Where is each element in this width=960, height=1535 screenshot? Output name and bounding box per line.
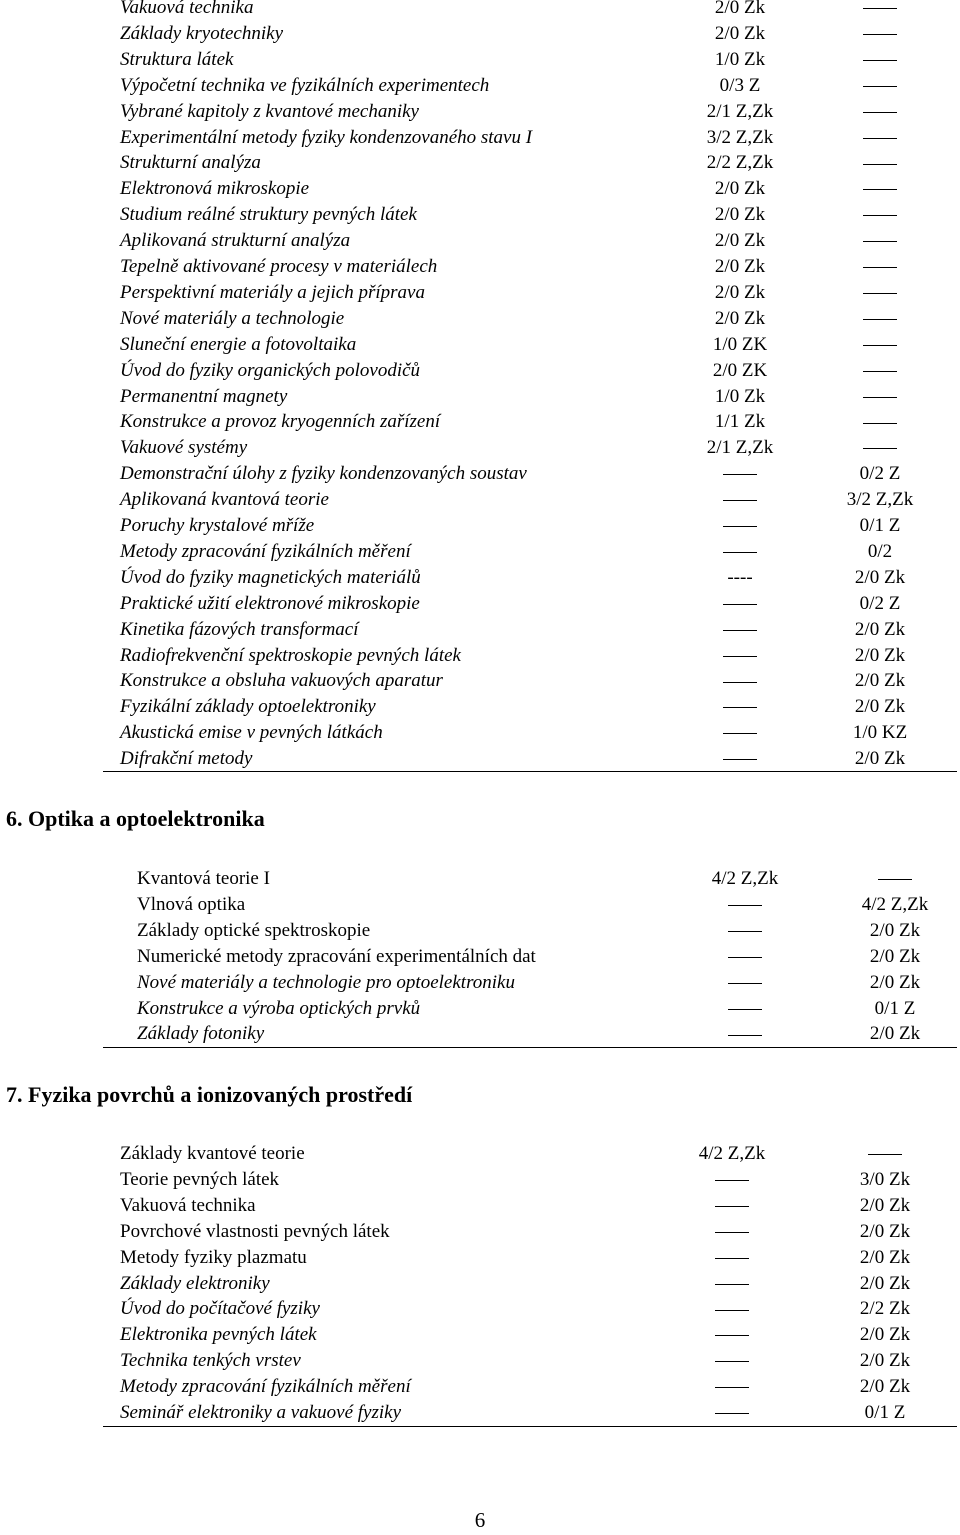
course-name: Nové materiály a technologie pro optoelektroniku xyxy=(137,971,515,993)
empty-dash-line xyxy=(863,423,897,424)
empty-dash-line xyxy=(863,241,897,242)
course-name: Metody fyziky plazmatu xyxy=(120,1246,307,1268)
course-row xyxy=(0,539,960,565)
course-name: Poruchy krystalové mříže xyxy=(120,515,315,536)
course-hours-col-b-dash xyxy=(863,435,897,461)
course-name: Úvod do počítačové fyziky xyxy=(120,1298,320,1320)
course-name: Struktura látek xyxy=(120,48,234,70)
course-hours-col-a: 1/1 Zk xyxy=(714,411,766,433)
empty-dash-line xyxy=(715,1387,749,1388)
course-name: Sluneční energie a fotovoltaika xyxy=(120,333,357,355)
empty-dash-line xyxy=(723,500,757,501)
course-row xyxy=(0,176,960,202)
course-row xyxy=(0,668,960,694)
course-row xyxy=(0,1271,960,1297)
empty-dash-line xyxy=(723,526,757,527)
course-name: Teorie pevných látek xyxy=(120,1168,280,1190)
course-row xyxy=(0,332,960,358)
course-row xyxy=(0,1348,960,1374)
empty-dash-line xyxy=(715,1206,749,1207)
course-hours-col-a-dash xyxy=(715,1245,749,1271)
course-name: Základy kryotechniky xyxy=(120,22,284,44)
course-hours-col-b-dash xyxy=(863,254,897,280)
section-underline xyxy=(103,1047,957,1048)
course-hours-col-b-dash xyxy=(878,866,912,892)
course-hours-col-a-dash xyxy=(723,668,757,694)
course-hours-col-b: 2/0 Zk xyxy=(854,618,906,640)
empty-dash-line xyxy=(863,319,897,320)
course-hours-col-a-dash xyxy=(723,694,757,720)
course-name: Strukturní analýza xyxy=(120,152,261,174)
course-hours-col-a-dash xyxy=(723,461,757,487)
course-row xyxy=(0,694,960,720)
course-row xyxy=(0,487,960,513)
empty-dash-line xyxy=(715,1335,749,1336)
empty-dash-line xyxy=(863,34,897,35)
course-hours-col-a-dash xyxy=(728,892,762,918)
course-name: Praktické užití elektronové mikroskopie xyxy=(120,592,420,614)
section-underline xyxy=(103,771,957,772)
empty-dash-line xyxy=(715,1258,749,1259)
course-hours-col-b: 2/0 Zk xyxy=(854,566,906,588)
course-row xyxy=(0,944,960,970)
course-hours-col-a-dash xyxy=(723,539,757,565)
empty-dash-line xyxy=(723,682,757,683)
course-row xyxy=(0,280,960,306)
course-hours-col-a-dash xyxy=(723,591,757,617)
course-hours-col-b-dash xyxy=(863,332,897,358)
course-row xyxy=(0,1167,960,1193)
course-hours-col-b: 0/1 Z xyxy=(864,1402,906,1423)
empty-dash-line xyxy=(863,397,897,398)
course-row xyxy=(0,1322,960,1348)
course-name: Kinetika fázových transformací xyxy=(120,618,359,640)
empty-dash-line xyxy=(728,931,762,932)
course-row xyxy=(0,150,960,176)
course-name: Experimentální metody fyziky kondenzovaného stavu I xyxy=(120,126,533,148)
course-hours-col-b-dash xyxy=(863,306,897,332)
course-hours-col-a: 2/1 Z,Zk xyxy=(706,437,774,459)
course-hours-col-b: 2/0 Zk xyxy=(869,945,921,967)
course-hours-col-a: 1/0 Zk xyxy=(714,385,766,407)
course-name: Fyzikální základy optoelektroniky xyxy=(120,696,376,718)
course-name: Vybrané kapitoly z kvantové mechaniky xyxy=(120,100,419,122)
empty-dash-line xyxy=(728,957,762,958)
course-hours-col-b: 0/1 Z xyxy=(874,997,916,1019)
empty-dash-line xyxy=(728,1009,762,1010)
course-hours-col-b: 0/2 Z xyxy=(859,592,901,614)
course-row xyxy=(0,409,960,435)
course-hours-col-a-dash xyxy=(728,944,762,970)
course-hours-col-b: 2/0 Zk xyxy=(859,1246,911,1268)
course-row xyxy=(0,228,960,254)
course-name: Konstrukce a výroba optických prvků xyxy=(137,997,421,1019)
course-name: Numerické metody zpracování experimentálních dat xyxy=(137,945,536,967)
course-row xyxy=(0,1296,960,1322)
course-hours-col-a-dash xyxy=(715,1271,749,1297)
course-name: Vakuová technika xyxy=(120,0,254,18)
course-row xyxy=(0,1141,960,1167)
course-name: Elektronika pevných látek xyxy=(120,1324,317,1346)
course-name: Difrakční metody xyxy=(120,748,253,770)
course-row xyxy=(0,47,960,73)
empty-dash-line xyxy=(715,1361,749,1362)
empty-dash-line xyxy=(723,630,757,631)
empty-dash-line xyxy=(728,905,762,906)
course-row xyxy=(0,202,960,228)
course-hours-col-a-dash xyxy=(723,720,757,746)
course-hours-col-b-dash xyxy=(863,99,897,125)
course-hours-col-a: 2/0 ZK xyxy=(712,359,768,381)
course-hours-col-a-dash xyxy=(715,1193,749,1219)
course-hours-col-a: 2/1 Z,Zk xyxy=(706,100,774,122)
empty-dash-line xyxy=(728,1035,762,1036)
course-hours-col-b: 0/2 xyxy=(867,540,893,562)
course-hours-col-b: 0/1 Z xyxy=(859,515,901,536)
course-hours-col-a: 0/3 Z xyxy=(719,74,761,96)
course-row xyxy=(0,21,960,47)
course-hours-col-a: 1/0 ZK xyxy=(712,333,768,355)
course-hours-col-b: 2/0 Zk xyxy=(859,1324,911,1346)
course-row xyxy=(0,866,960,892)
empty-dash-line xyxy=(878,879,912,880)
course-hours-col-b-dash xyxy=(863,384,897,410)
empty-dash-line xyxy=(863,112,897,113)
course-hours-col-a: 2/0 Zk xyxy=(714,256,766,277)
course-name: Nové materiály a technologie xyxy=(120,307,345,329)
course-row xyxy=(0,617,960,643)
course-hours-col-a-dash xyxy=(715,1219,749,1245)
course-row xyxy=(0,254,960,280)
course-row xyxy=(0,1193,960,1219)
course-name: Demonstrační úlohy z fyziky kondenzovaných soustav xyxy=(120,463,527,485)
course-hours-col-b: 0/2 Z xyxy=(859,463,901,485)
course-hours-col-a-dash xyxy=(723,617,757,643)
course-hours-col-b-dash xyxy=(863,176,897,202)
course-hours-col-b-dash xyxy=(863,280,897,306)
course-name: Studium reálné struktury pevných látek xyxy=(120,204,417,226)
empty-dash-line xyxy=(723,759,757,760)
empty-dash-line xyxy=(863,86,897,87)
empty-dash-line xyxy=(863,138,897,139)
course-hours-col-b: 3/0 Zk xyxy=(859,1168,911,1190)
course-hours-col-b-dash xyxy=(863,0,897,21)
course-name: Tepelně aktivované procesy v materiálech xyxy=(120,256,438,277)
course-row xyxy=(0,99,960,125)
empty-dash-line xyxy=(728,983,762,984)
course-row xyxy=(0,384,960,410)
empty-dash-line xyxy=(863,448,897,449)
course-name: Vakuové systémy xyxy=(120,437,248,459)
course-hours-col-b: 2/0 Zk xyxy=(869,1023,921,1045)
course-name: Kvantová teorie I xyxy=(137,868,270,889)
course-hours-col-a: 2/0 Zk xyxy=(714,204,766,226)
course-row xyxy=(0,1219,960,1245)
course-name: Konstrukce a provoz kryogenních zařízení xyxy=(120,411,441,433)
page-number: 6 xyxy=(474,1508,486,1532)
course-row xyxy=(0,1245,960,1271)
course-hours-col-b-dash xyxy=(868,1141,902,1167)
empty-dash-line xyxy=(715,1232,749,1233)
course-hours-col-a-dash xyxy=(715,1296,749,1322)
course-hours-col-a: 3/2 Z,Zk xyxy=(706,126,774,148)
course-name: Úvod do fyziky magnetických materiálů xyxy=(120,566,421,588)
course-hours-col-a-dash xyxy=(723,513,757,539)
course-name: Elektronová mikroskopie xyxy=(120,178,310,200)
course-hours-col-b: 3/2 Z,Zk xyxy=(846,489,914,511)
section-underline xyxy=(103,1426,957,1427)
empty-dash-line xyxy=(715,1284,749,1285)
empty-dash-line xyxy=(863,8,897,9)
empty-dash-line xyxy=(723,474,757,475)
course-hours-col-b: 2/2 Zk xyxy=(859,1298,911,1320)
course-row xyxy=(0,643,960,669)
section-heading: 6. Optika a optoelektronika xyxy=(6,806,265,831)
course-name: Konstrukce a obsluha vakuových aparatur xyxy=(120,670,443,692)
course-hours-col-b: 2/0 Zk xyxy=(854,748,906,770)
course-hours-col-b: 4/2 Z,Zk xyxy=(861,893,929,915)
course-name: Základy elektroniky xyxy=(120,1272,270,1294)
course-hours-col-b-dash xyxy=(863,47,897,73)
course-hours-col-b-dash xyxy=(863,358,897,384)
course-hours-col-a-dash xyxy=(728,918,762,944)
course-hours-col-b: 1/0 KZ xyxy=(852,722,908,744)
course-name: Seminář elektroniky a vakuové fyziky xyxy=(120,1402,402,1423)
course-row xyxy=(0,565,960,591)
course-name: Metody zpracování fyzikálních měření xyxy=(120,540,411,562)
course-name: Aplikovaná strukturní analýza xyxy=(120,230,351,252)
course-hours-col-b: 2/0 Zk xyxy=(859,1376,911,1398)
empty-dash-line xyxy=(863,345,897,346)
course-hours-col-b-dash xyxy=(863,228,897,254)
course-name: Radiofrekvenční spektroskopie pevných látek xyxy=(120,644,461,666)
course-name: Úvod do fyziky organických polovodičů xyxy=(120,359,421,381)
course-hours-col-b-dash xyxy=(863,150,897,176)
empty-dash-line xyxy=(863,215,897,216)
course-name: Výpočetní technika ve fyzikálních experimentech xyxy=(120,74,490,96)
empty-dash-line xyxy=(715,1310,749,1311)
course-row xyxy=(0,746,960,772)
empty-dash-line xyxy=(723,733,757,734)
course-name: Metody zpracování fyzikálních měření xyxy=(120,1376,411,1398)
course-hours-col-a: 2/0 Zk xyxy=(714,0,766,18)
course-name: Základy fotoniky xyxy=(137,1023,265,1045)
course-hours-col-b-dash xyxy=(863,21,897,47)
course-name: Základy optické spektroskopie xyxy=(137,919,371,941)
course-hours-col-a: 2/0 Zk xyxy=(714,22,766,44)
course-row xyxy=(0,1021,960,1047)
course-row xyxy=(0,1374,960,1400)
course-hours-col-b-dash xyxy=(863,202,897,228)
course-hours-col-b-dash xyxy=(863,73,897,99)
course-row xyxy=(0,970,960,996)
empty-dash-line xyxy=(863,189,897,190)
empty-dash-line xyxy=(868,1154,902,1155)
course-hours-col-a: 4/2 Z,Zk xyxy=(698,1143,766,1164)
course-hours-col-b: 2/0 Zk xyxy=(859,1350,911,1372)
course-row xyxy=(0,461,960,487)
course-name: Perspektivní materiály a jejich příprava xyxy=(120,281,425,303)
course-hours-col-a: 2/2 Z,Zk xyxy=(706,152,774,174)
empty-dash-line xyxy=(863,371,897,372)
course-name: Povrchové vlastnosti pevných látek xyxy=(120,1220,390,1242)
empty-dash-line xyxy=(715,1413,749,1414)
empty-dash-line xyxy=(723,552,757,553)
course-row xyxy=(0,996,960,1022)
course-hours-col-a-dash xyxy=(715,1400,749,1426)
course-hours-col-a: 1/0 Zk xyxy=(714,48,766,70)
course-hours-col-a-dash xyxy=(723,487,757,513)
course-hours-col-a: 2/0 Zk xyxy=(714,281,766,303)
course-row xyxy=(0,513,960,539)
course-hours-col-b: 2/0 Zk xyxy=(854,644,906,666)
course-hours-col-a-dash xyxy=(715,1167,749,1193)
course-row xyxy=(0,720,960,746)
course-hours-col-b-dash xyxy=(863,125,897,151)
course-hours-col-a-dash xyxy=(728,1021,762,1047)
course-row xyxy=(0,918,960,944)
course-row xyxy=(0,591,960,617)
course-hours-col-a: ---- xyxy=(727,566,753,588)
course-hours-col-a: 4/2 Z,Zk xyxy=(711,868,779,889)
course-hours-col-a-dash xyxy=(728,996,762,1022)
empty-dash-line xyxy=(863,267,897,268)
course-name: Vlnová optika xyxy=(137,893,246,915)
course-row xyxy=(0,125,960,151)
empty-dash-line xyxy=(723,707,757,708)
course-row xyxy=(0,0,960,21)
section-heading: 7. Fyzika povrchů a ionizovaných prostředí xyxy=(6,1082,413,1107)
course-name: Základy kvantové teorie xyxy=(120,1143,305,1164)
course-name: Technika tenkých vrstev xyxy=(120,1350,301,1372)
course-hours-col-b: 2/0 Zk xyxy=(859,1194,911,1216)
course-hours-col-b: 2/0 Zk xyxy=(854,670,906,692)
course-hours-col-a-dash xyxy=(715,1322,749,1348)
course-row xyxy=(0,892,960,918)
course-hours-col-b: 2/0 Zk xyxy=(859,1220,911,1242)
course-hours-col-a-dash xyxy=(723,746,757,772)
empty-dash-line xyxy=(723,604,757,605)
course-hours-col-b: 2/0 Zk xyxy=(869,919,921,941)
course-hours-col-b: 2/0 Zk xyxy=(869,971,921,993)
course-hours-col-a: 2/0 Zk xyxy=(714,230,766,252)
course-hours-col-a: 2/0 Zk xyxy=(714,307,766,329)
empty-dash-line xyxy=(715,1180,749,1181)
empty-dash-line xyxy=(863,60,897,61)
course-row xyxy=(0,358,960,384)
course-row xyxy=(0,306,960,332)
course-hours-col-a-dash xyxy=(715,1348,749,1374)
course-hours-col-a-dash xyxy=(723,643,757,669)
empty-dash-line xyxy=(863,293,897,294)
course-hours-col-a-dash xyxy=(728,970,762,996)
empty-dash-line xyxy=(863,164,897,165)
course-name: Permanentní magnety xyxy=(120,385,288,407)
course-hours-col-b: 2/0 Zk xyxy=(854,696,906,718)
course-hours-col-b-dash xyxy=(863,409,897,435)
course-hours-col-a-dash xyxy=(715,1374,749,1400)
course-hours-col-b: 2/0 Zk xyxy=(859,1272,911,1294)
course-row xyxy=(0,435,960,461)
course-hours-col-a: 2/0 Zk xyxy=(714,178,766,200)
course-name: Aplikovaná kvantová teorie xyxy=(120,489,329,511)
course-row xyxy=(0,1400,960,1426)
course-name: Vakuová technika xyxy=(120,1194,256,1216)
course-row xyxy=(0,73,960,99)
course-name: Akustická emise v pevných látkách xyxy=(120,722,383,744)
empty-dash-line xyxy=(723,656,757,657)
